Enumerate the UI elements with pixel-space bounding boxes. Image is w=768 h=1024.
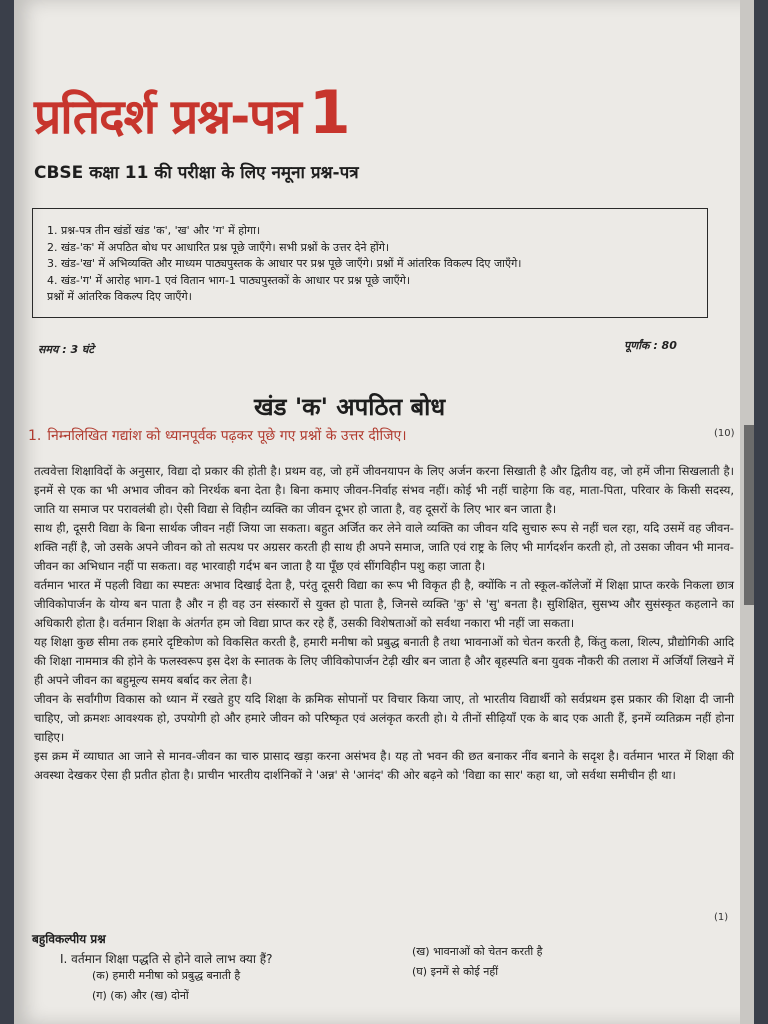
title-number: 1 bbox=[308, 78, 350, 148]
mcq-marks: (1) bbox=[714, 912, 729, 923]
instructions-box bbox=[32, 208, 708, 318]
question-1-marks: (10) bbox=[714, 428, 735, 439]
mcq-question: I. वर्तमान शिक्षा पद्धति से होने वाले लाभ क्या हैं? bbox=[60, 952, 273, 966]
passage-paragraph: तत्ववेत्ता शिक्षाविदों के अनुसार, विद्या दो प्रकार की होती है। प्रथम वह, जो हमें जीवनयापन के लिए अर्जन करना सिखाती है और द्वितीय वह, जो हमें जीना सिखलाती है। इनमें से एक का भी अभाव जीवन को निरर्थक बना देता है। बिना कमाए जीवन-निर्वाह संभव नहीं। कोई भी नहीं चाहेगा कि वह, माता-पिता, परिवार के किसी सदस्य, जाति या समाज पर परावलंबी हो। ऐसी विद्या से विहीन व्यक्ति का जीवन दूभर हो जाता है, वह दूसरों के लिए भार बन जाता है। bbox=[34, 464, 734, 516]
instruction-item: 1. प्रश्न-पत्र तीन खंडों खंड 'क', 'ख' और 'ग' में होगा। bbox=[47, 224, 261, 237]
instruction-item: 2. खंड-'क' में अपठित बोध पर आधारित प्रश्न पूछे जाएँगे। सभी प्रश्नों के उत्तर देने होंगे। bbox=[47, 240, 390, 254]
page-edge-tab bbox=[744, 425, 754, 605]
passage-paragraph: जीवन के सर्वांगीण विकास को ध्यान में रखते हुए यदि शिक्षा के क्रमिक सोपानों पर विचार किया जाए, तो भारतीय विद्यार्थी को सर्वप्रथम इस प्रकार की शिक्षा दी जानी चाहिए, जो क्रमशः आवश्यक हो, उपयोगी हो और हमारे जीवन को परिष्कृत एवं अलंकृत करती हो। ये तीनों सीढ़ियाँ एक के बाद एक आती हैं, इनमें व्यतिक्रम नहीं होना चाहिए। bbox=[34, 692, 734, 744]
passage bbox=[34, 462, 734, 785]
book-page bbox=[14, 0, 754, 1024]
passage-paragraph: साथ ही, दूसरी विद्या के बिना सार्थक जीवन नहीं जिया जा सकता। बहुत अर्जित कर लेने वाले व्यक्ति का जीवन यदि सुचारु रूप से नहीं चल रहा, यदि उसमें वह जीवन-शक्ति नहीं है, जो उसके अपने जीवन को तो सत्पथ पर अग्रसर करती ही साथ ही अपने समाज, जाति एवं राष्ट्र के लिए भी मार्गदर्शन करती हो, तो उसका जीवन भी मानव-जीवन का अभिधान नहीं पा सकता। वह भारवाही गर्दभ बन जाता है या पूँछ एवं सींगविहीन पशु कहा जाता है। bbox=[34, 521, 734, 573]
mcq-option-a: (क) हमारी मनीषा को प्रबुद्ध बनाती है bbox=[92, 969, 241, 982]
mcq-option-d: (घ) इनमें से कोई नहीं bbox=[412, 965, 499, 978]
instruction-item: 3. खंड-'ख' में अभिव्यक्ति और माध्यम पाठ्यपुस्तक के आधार पर प्रश्न पूछे जाएँगे। प्रश्नों में आंतरिक विकल्प दिए जाएँगे। bbox=[47, 257, 522, 270]
title-text: प्रतिदर्श प्रश्न-पत्र bbox=[34, 89, 301, 145]
passage-paragraph: यह शिक्षा कुछ सीमा तक हमारे दृष्टिकोण को विकसित करती है, हमारी मनीषा को प्रबुद्ध बनाती है तथा भावनाओं को चेतन करती है, किंतु कला, शिल्प, प्रौद्योगिकी आदि की शिक्षा नाममात्र की होने के फलस्वरूप इस देश के स्नातक के लिए जीविकोपार्जन टेढ़ी खीर बन जाता है और बृहस्पति बना युवक नौकरी की तलाश में अर्जियाँ लिखने में ही अपने जीवन का बहुमूल्य समय बर्बाद कर लेता है। bbox=[34, 635, 734, 687]
question-1 bbox=[28, 426, 728, 445]
mcq-heading: बहुविकल्पीय प्रश्न bbox=[32, 932, 106, 946]
question-number: 1. bbox=[28, 428, 42, 444]
passage-paragraph: इस क्रम में व्याघात आ जाने से मानव-जीवन का चारु प्रासाद खड़ा करना असंभव है। यह तो भवन की छत बनाकर नींव बनाने के सदृश है। वर्तमान भारत में शिक्षा की अवस्था देखकर ऐसा ही प्रतीत होता है। प्राचीन भारतीय दार्शनिकों ने 'अन्न' से 'आनंद' की ओर बढ़ने को 'विद्या का सार' कहा था, जो सर्वथा समीचीन ही था। bbox=[34, 749, 734, 782]
instruction-continuation: प्रश्नों में आंतरिक विकल्प दिए जाएँगे। bbox=[47, 290, 192, 303]
instructions-list bbox=[47, 223, 697, 289]
instruction-item: 4. खंड-'ग' में आरोह भाग-1 एवं वितान भाग-1 पाठ्यपुस्तकों के आधार पर प्रश्न पूछे जाएँगे। bbox=[47, 273, 411, 287]
passage-paragraph: वर्तमान भारत में पहली विद्या का स्पष्टतः अभाव दिखाई देता है, परंतु दूसरी विद्या का रूप भी विकृत ही है, क्योंकि न तो स्कूल-कॉलेजों में शिक्षा प्राप्त करके निकला छात्र जीविकोपार्जन के योग्य बन पाता है और न ही वह उन संस्कारों से युक्त हो पाता है, जिनसे व्यक्ति 'कु' से 'सु' बनता है। सुशिक्षित, सुसभ्य और सुसंस्कृत कहलाने का अधिकारी होता है। वर्तमान शिक्षा के अंतर्गत हम जो विद्या प्राप्त कर रहे हैं, उसकी विशेषताओं को सर्वथा नकारा भी नहीं जा सकता। bbox=[34, 578, 734, 630]
time-label: समय : 3 घंटे bbox=[38, 343, 94, 356]
page-title bbox=[34, 78, 350, 148]
mcq-option-b: (ख) भावनाओं को चेतन करती है bbox=[412, 945, 543, 958]
full-marks-label: पूर्णांक : 80 bbox=[624, 339, 677, 352]
question-text: निम्नलिखित गद्यांश को ध्यानपूर्वक पढ़कर पूछे गए प्रश्नों के उत्तर दीजिए। bbox=[47, 428, 407, 444]
page-subtitle: CBSE कक्षा 11 की परीक्षा के लिए नमूना प्रश्न-पत्र bbox=[34, 163, 359, 183]
section-title: खंड 'क' अपठित बोध bbox=[254, 393, 446, 421]
mcq-option-c: (ग) (क) और (ख) दोनों bbox=[92, 989, 189, 1002]
